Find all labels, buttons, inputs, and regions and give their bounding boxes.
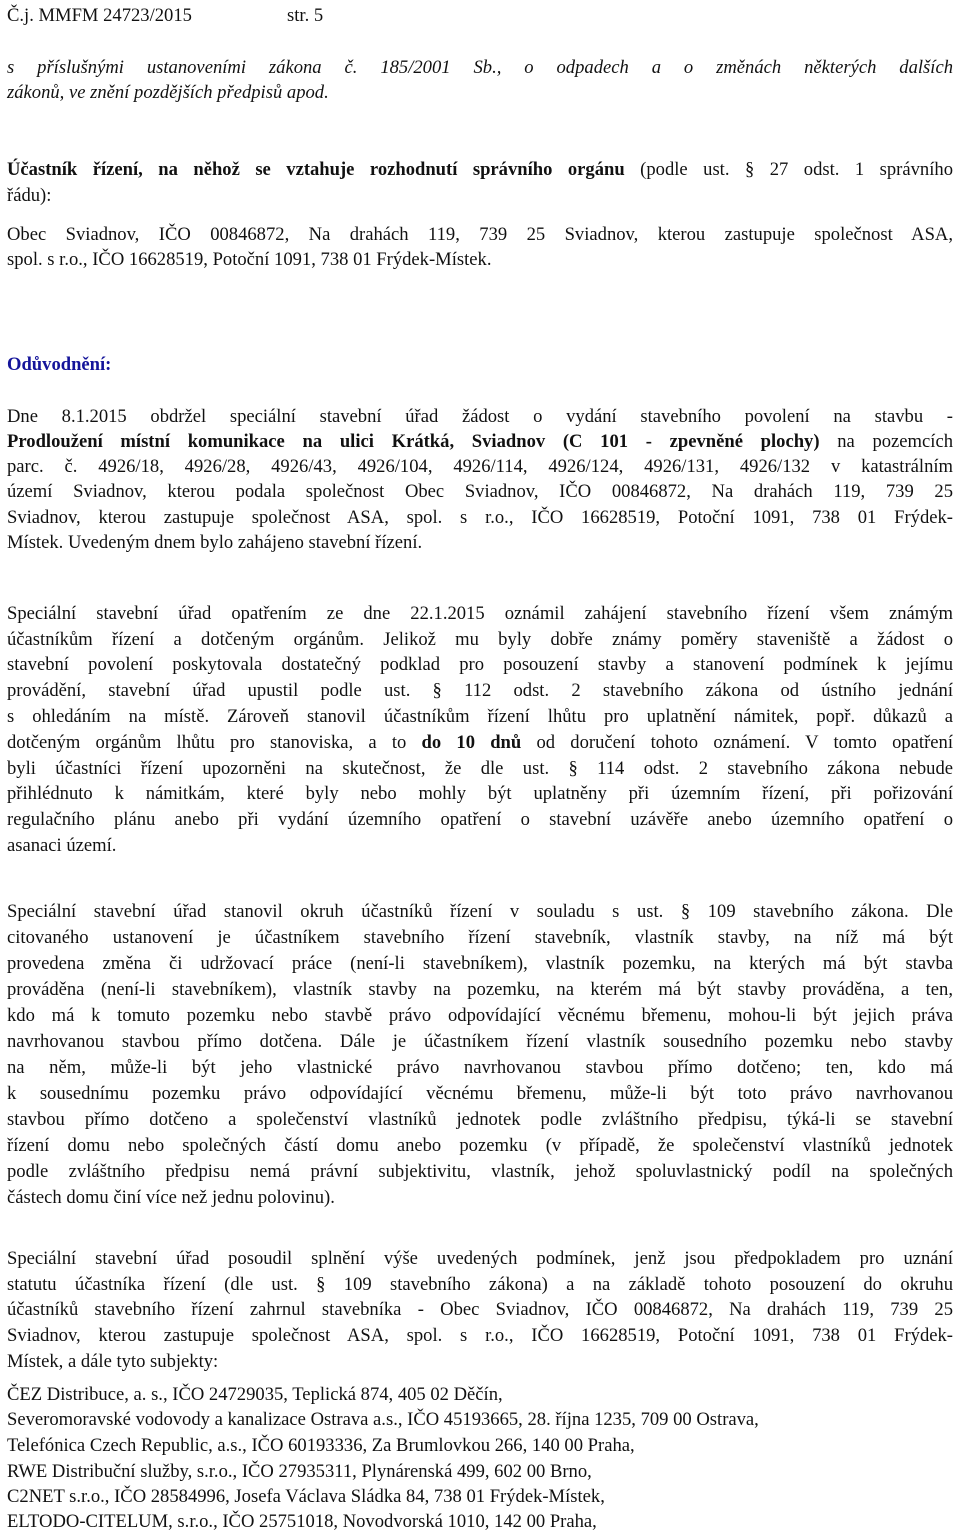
p3-line-10: řízení domu nebo společných částí domu anebo pozemku (v případě, že společenství vlastníků jednotek [7, 1135, 953, 1156]
p2-line-6 [7, 731, 953, 755]
p2-line-2: účastníkům řízení a dotčeným orgánům. Jelikož mu byly dobře známy poměry staveniště a žádost o [7, 629, 953, 650]
p2-line-1: Speciální stavební úřad opatřením ze dne 22.1.2015 oznámil zahájení stavebního řízení všem známým [7, 603, 953, 624]
p2-line-9: regulačního plánu anebo při vydání územního opatření o stavební uzávěře anebo územního opatření o [7, 809, 953, 830]
entity-item: ČEZ Distribuce, a. s., IČO 24729035, Teplická 874, 405 02 Děčín, [7, 1384, 503, 1405]
p4-line-2: statutu účastníka řízení (dle ust. § 109 stavebního zákona) a na základě tohoto posouzení do okruhu [7, 1274, 953, 1295]
page-number: str. 5 [287, 5, 324, 26]
entity-item: Severomoravské vodovody a kanalizace Ostrava a.s., IČO 45193665, 28. října 1235, 709 00 Ostrava, [7, 1409, 759, 1430]
p3-line-7: na něm, může-li být jeho vlastnické právo navrhovanou stavbou přímo dotčeno; ten, kdo má [7, 1057, 953, 1078]
p1-line-6: Místek. Uvedeným dnem bylo zahájeno stavební řízení. [7, 532, 423, 553]
p3-line-9: stavbou přímo dotčeno a společenství vlastníků jednotek podle zvláštního předpisu, týká-li se stavební [7, 1109, 953, 1130]
project-title: Prodloužení místní komunikace na ulici Krátká, Sviadnov (C 101 - zpevněné plochy) [7, 431, 820, 452]
p4-line-3: účastníků stavebního řízení zahrnul stavebníka - Obec Sviadnov, IČO 00846872, Na drahách 119, 739 25 [7, 1299, 953, 1320]
intro-line-1: s příslušnými ustanoveními zákona č. 185/2001 Sb., o odpadech a o změnách některých dalších [7, 57, 953, 78]
p2-line-3: stavební povolení poskytovala dostatečný podklad pro posouzení stavby a stanovení podmínek k jejímu [7, 654, 953, 675]
p1-line-4: území Sviadnov, kterou podala společnost Obec Sviadnov, IČO 00846872, Na drahách 119, 739 25 [7, 481, 953, 502]
p2-line-6-pre: dotčeným orgánům lhůtu pro stanoviska, a to [7, 732, 422, 753]
p3-line-1: Speciální stavební úřad stanovil okruh účastníků řízení v souladu s ust. § 109 stavebního zákona. Dle [7, 901, 953, 922]
p1-line-3: parc. č. 4926/18, 4926/28, 4926/43, 4926/104, 4926/114, 4926/124, 4926/131, 4926/132 v katastrálním [7, 456, 953, 477]
p3-line-5: kdo má k tomuto pozemku nebo stavbě právo odpovídající věcnému břemenu, mohou-li být jejich práva [7, 1005, 953, 1026]
p4-line-4: Sviadnov, kterou zastupuje společnost ASA, spol. s r.o., IČO 16628519, Potoční 1091, 738 01 Frýdek- [7, 1325, 953, 1346]
p2-line-5: s ohledáním na místě. Zároveň stanovil účastníkům řízení lhůtu pro uplatnění námitek, popř. důkazů a [7, 706, 953, 727]
reasoning-heading: Odůvodnění: [7, 354, 112, 375]
entity-item: C2NET s.r.o., IČO 28584996, Josefa Václava Sládka 84, 738 01 Frýdek-Místek, [7, 1486, 605, 1507]
p3-line-8: k sousednímu pozemku právo odpovídající věcnému břemenu, může-li být toto právo navrhovanou [7, 1083, 953, 1104]
p3-line-2: citovaného ustanovení je účastníkem stavebního řízení stavebník, vlastník stavby, na níž má být [7, 927, 953, 948]
p3-line-12: částech domu činí více než jednu polovinu). [7, 1187, 335, 1208]
p4-line-5: Místek, a dále tyto subjekty: [7, 1351, 219, 1372]
participant-heading-line-2: řádu): [7, 185, 52, 206]
p2-line-4: provádění, stavební úřad upustil podle ust. § 112 odst. 2 stavebního zákona od ústního jednání [7, 680, 953, 701]
p2-line-10: asanaci území. [7, 835, 117, 856]
deadline: do 10 dnů [421, 732, 522, 753]
p1-line-5: Sviadnov, kterou zastupuje společnost ASA, spol. s r.o., IČO 16628519, Potoční 1091, 738 01 Frýdek- [7, 507, 953, 528]
p3-line-6: navrhovanou stavbou přímo dotčena. Dále je účastníkem řízení vlastník sousedního pozemku nebo stavby [7, 1031, 953, 1052]
p2-line-8: přihlédnuto k námitkám, které byly nebo mohly být uplatněny při územním řízení, při pořizování [7, 783, 953, 804]
p1-line-2 [7, 430, 953, 454]
p3-line-11: podle zvláštního předpisu nemá právní subjektivitu, vlastník, jehož spoluvlastnický podíl na společných [7, 1161, 953, 1182]
intro-line-2: zákonů, ve znění pozdějších předpisů apod. [7, 82, 329, 103]
participant-heading [7, 158, 953, 182]
p3-line-3: provedena změna či udržovací práce (není-li stavebníkem), vlastník pozemku, na kterých má být stavba [7, 953, 953, 974]
participant-body-line-2: spol. s r.o., IČO 16628519, Potoční 1091, 738 01 Frýdek-Místek. [7, 249, 492, 270]
entity-item: ELTODO-CITELUM, s.r.o., IČO 25751018, Novodvorská 1010, 142 00 Praha, [7, 1511, 597, 1532]
participant-heading-suffix: (podle ust. § 27 odst. 1 správního [624, 159, 953, 180]
p3-line-4: prováděna (není-li stavebníkem), vlastník stavby na pozemku, na kterém má být stavby prováděna, a ten, [7, 979, 953, 1000]
participant-heading-bold: Účastník řízení, na něhož se vztahuje rozhodnutí správního orgánu [7, 159, 625, 180]
p1-line-1: Dne 8.1.2015 obdržel speciální stavební úřad žádost o vydání stavebního povolení na stavbu - [7, 406, 953, 427]
p2-line-7: byli účastníci řízení upozorněni na skutečnost, že dle ust. § 114 odst. 2 stavebního zákona nebude [7, 758, 953, 779]
participant-body-line-1: Obec Sviadnov, IČO 00846872, Na drahách 119, 739 25 Sviadnov, kterou zastupuje společnost ASA, [7, 224, 953, 245]
p1-line-2-rest: na pozemcích [819, 431, 953, 452]
p4-line-1: Speciální stavební úřad posoudil splnění výše uvedených podmínek, jenž jsou předpokladem pro uznání [7, 1248, 953, 1269]
entity-item: Telefónica Czech Republic, a.s., IČO 60193336, Za Brumlovkou 266, 140 00 Praha, [7, 1435, 635, 1456]
p2-line-6-post: od doručení tohoto oznámení. V tomto opatření [521, 732, 953, 753]
document-reference: Č.j. MMFM 24723/2015 [7, 5, 192, 26]
entity-item: RWE Distribuční služby, s.r.o., IČO 27935311, Plynárenská 499, 602 00 Brno, [7, 1461, 592, 1482]
